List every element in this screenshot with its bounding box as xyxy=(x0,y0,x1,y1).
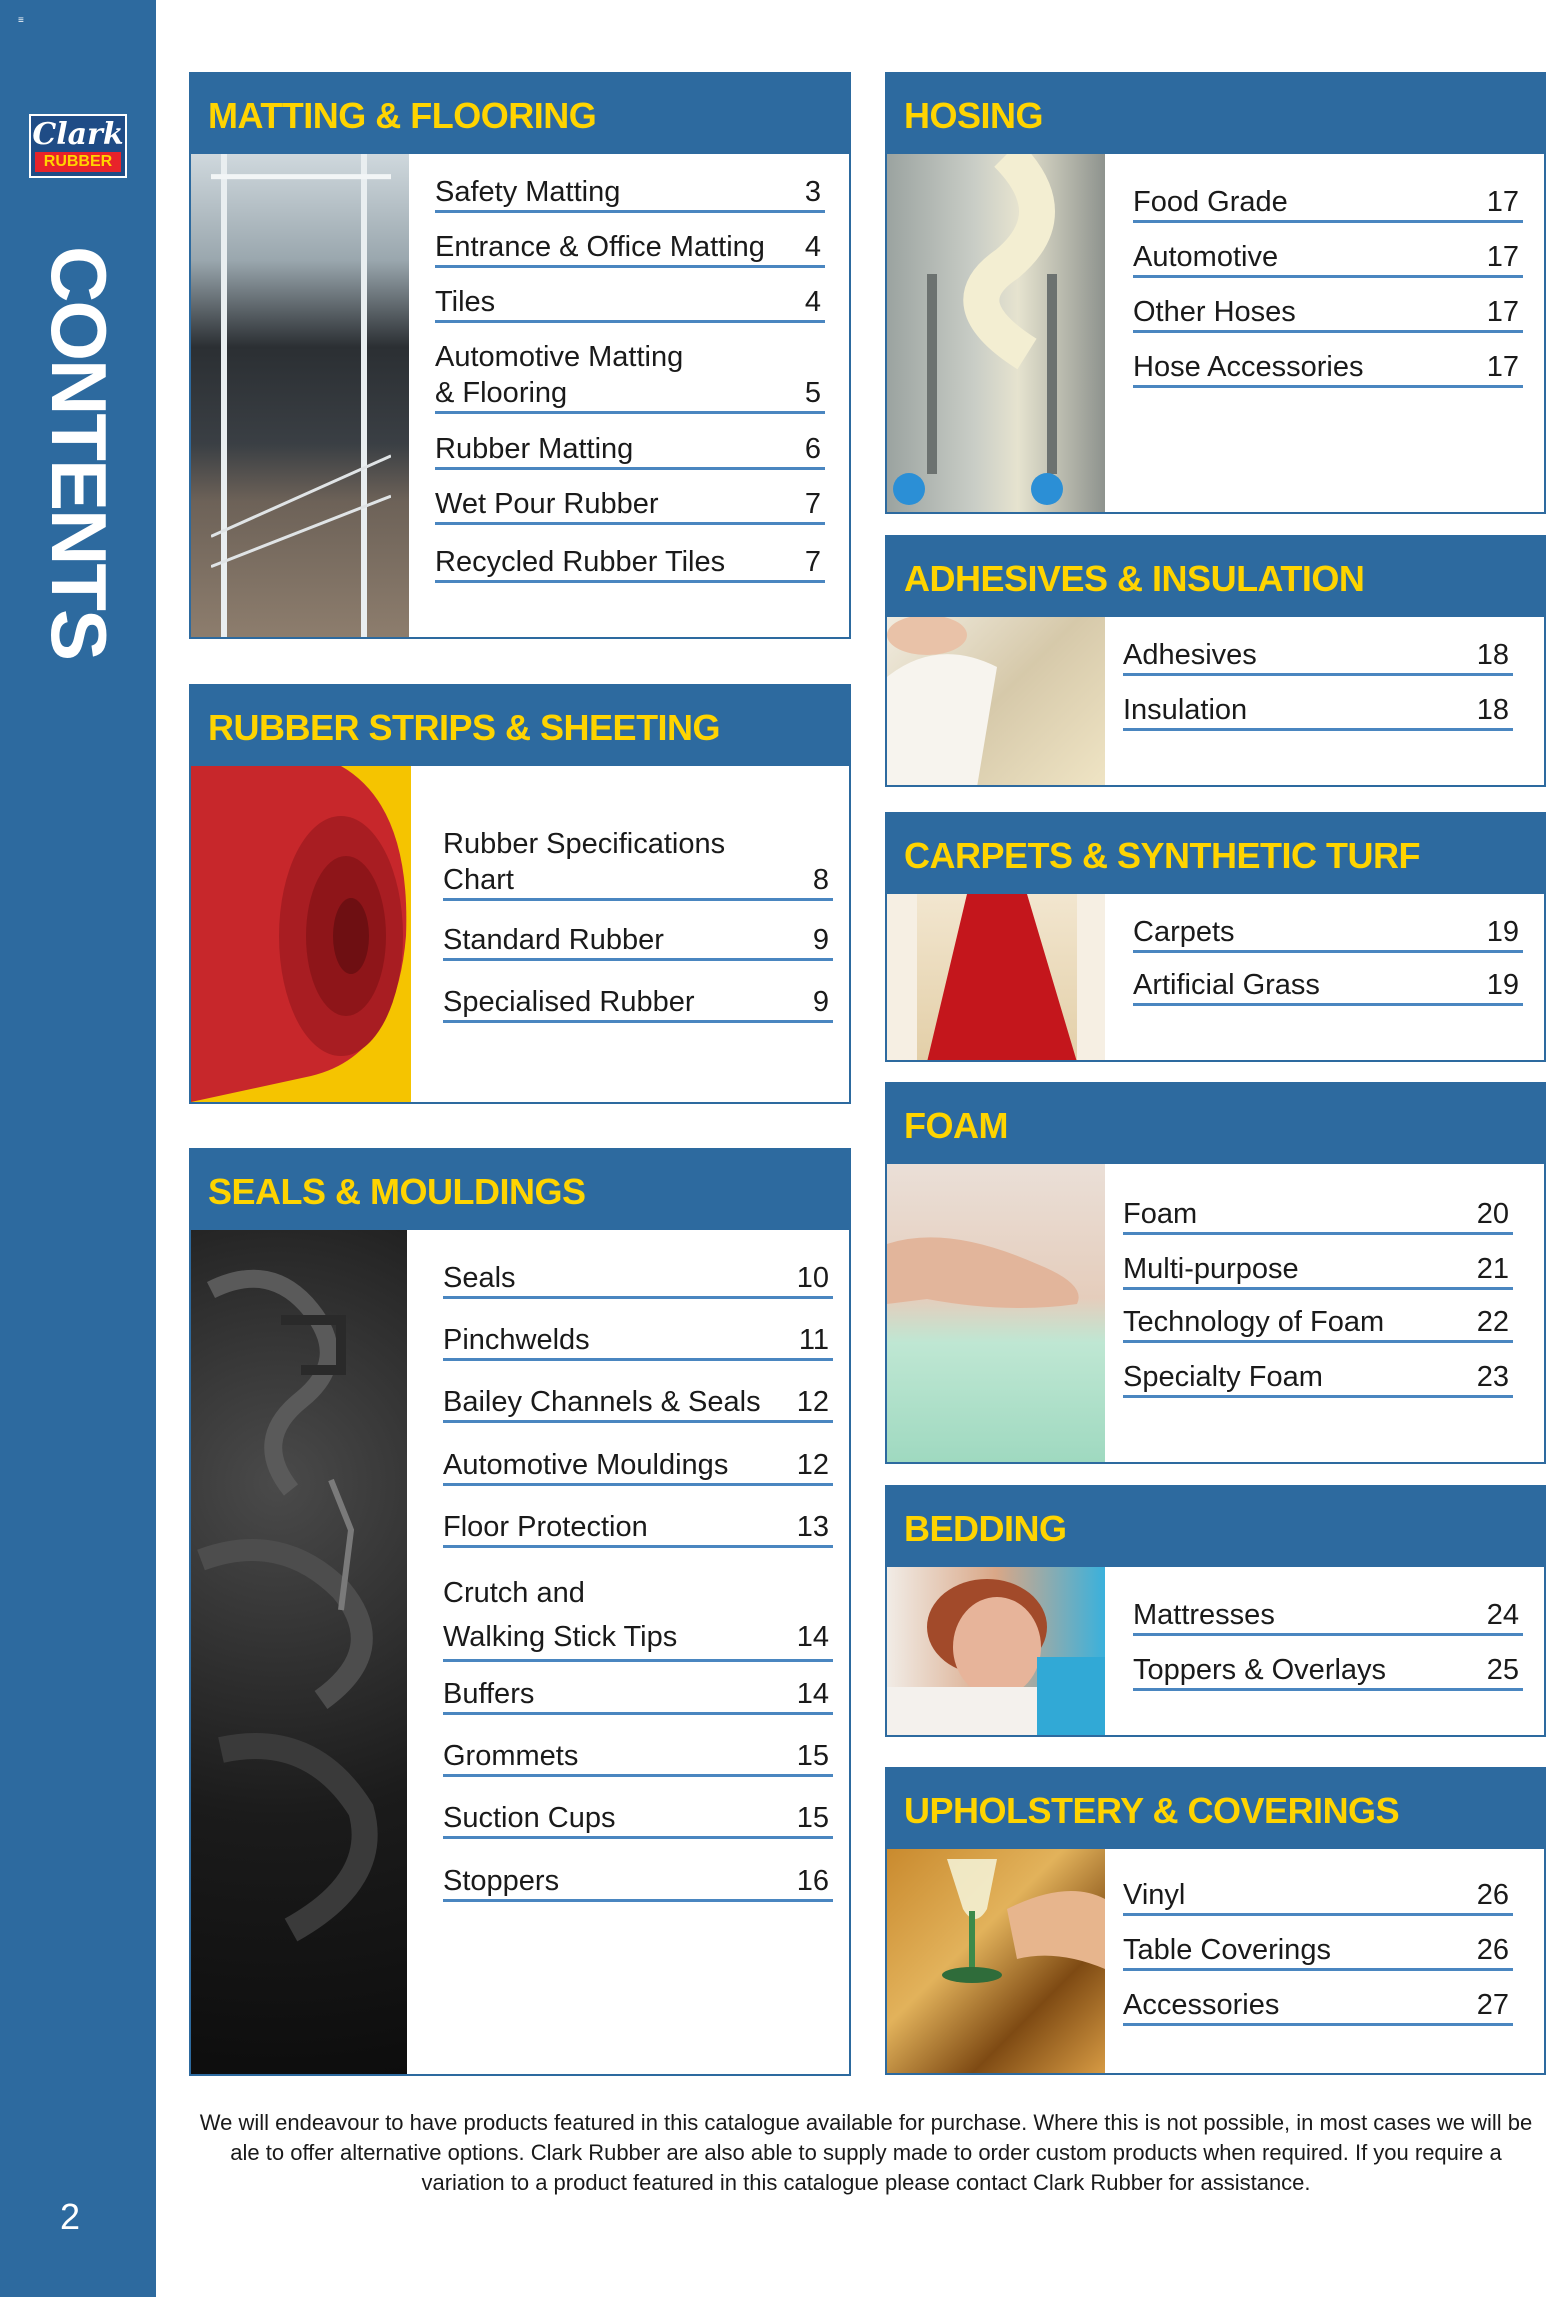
item-label: Seals xyxy=(443,1262,516,1294)
item-label: Mattresses xyxy=(1133,1599,1275,1631)
adhesive-tape-graphic xyxy=(887,617,1105,785)
list-item[interactable] xyxy=(435,284,825,323)
item-label: Specialty Foam xyxy=(1123,1361,1323,1393)
section-matting-flooring xyxy=(189,72,851,639)
item-page: 16 xyxy=(796,1865,829,1897)
section-hosing xyxy=(885,72,1546,514)
list-item[interactable] xyxy=(435,174,825,213)
list-item[interactable] xyxy=(443,1260,833,1299)
list-item[interactable] xyxy=(1123,692,1513,731)
item-page: 17 xyxy=(1486,186,1519,218)
list-item[interactable] xyxy=(1123,1987,1513,2026)
item-page: 10 xyxy=(796,1262,829,1294)
list-item[interactable] xyxy=(1123,637,1513,676)
list-item[interactable] xyxy=(443,1676,833,1715)
item-label: Specialised Rubber xyxy=(443,986,695,1018)
item-page: 15 xyxy=(796,1802,829,1834)
item-label: Stoppers xyxy=(443,1865,560,1897)
list-item[interactable] xyxy=(1133,294,1523,333)
item-page: 7 xyxy=(804,488,821,520)
contents-title: CONTENTS xyxy=(35,246,123,659)
section-header xyxy=(887,814,1544,894)
list-item[interactable] xyxy=(1133,239,1523,278)
section-header xyxy=(191,1150,849,1230)
menu-marker-icon: ≡ xyxy=(18,15,24,26)
clark-rubber-logo xyxy=(29,114,127,178)
list-item[interactable] xyxy=(1123,1304,1513,1343)
item-page: 5 xyxy=(804,377,821,409)
list-item[interactable] xyxy=(1133,967,1523,1006)
item-label: Foam xyxy=(1123,1198,1198,1230)
list-item[interactable] xyxy=(435,486,825,525)
item-label: Adhesives xyxy=(1123,639,1257,671)
matting-photo xyxy=(191,154,409,637)
item-page: 26 xyxy=(1476,1934,1509,1966)
item-page: 6 xyxy=(804,433,821,465)
list-item[interactable] xyxy=(435,339,825,414)
section-upholstery-coverings xyxy=(885,1767,1546,2075)
page-number: 2 xyxy=(60,2196,81,2237)
list-item[interactable] xyxy=(443,984,833,1023)
item-page: 22 xyxy=(1476,1306,1509,1338)
item-page: 18 xyxy=(1476,639,1509,671)
section-list xyxy=(1123,637,1513,777)
seal-profiles-graphic xyxy=(191,1230,407,2074)
item-label: Automotive xyxy=(1133,241,1279,273)
item-page: 14 xyxy=(796,1678,829,1710)
section-list xyxy=(443,826,833,1086)
list-item[interactable] xyxy=(443,1509,833,1548)
item-label: Vinyl xyxy=(1123,1879,1186,1911)
list-item[interactable] xyxy=(443,1863,833,1902)
section-foam xyxy=(885,1082,1546,1464)
item-label: Automotive Matting & Flooring xyxy=(435,341,684,409)
item-page: 17 xyxy=(1486,351,1519,383)
section-header xyxy=(887,1769,1544,1849)
item-page: 21 xyxy=(1476,1253,1509,1285)
item-label: Artificial Grass xyxy=(1133,969,1320,1001)
sleeping-woman-graphic xyxy=(887,1567,1105,1735)
section-carpets-turf xyxy=(885,812,1546,1062)
item-page: 24 xyxy=(1486,1599,1519,1631)
hosing-photo xyxy=(887,154,1105,512)
upholstery-photo xyxy=(887,1849,1105,2073)
item-label: Grommets xyxy=(443,1740,579,1772)
section-title: BEDDING xyxy=(904,1508,1067,1549)
item-page: 26 xyxy=(1476,1879,1509,1911)
item-page: 7 xyxy=(804,546,821,578)
bedding-photo xyxy=(887,1567,1105,1735)
section-title: RUBBER STRIPS & SHEETING xyxy=(208,707,721,748)
list-item[interactable] xyxy=(1133,349,1523,388)
item-label: Suction Cups xyxy=(443,1802,616,1834)
list-item[interactable] xyxy=(1123,1932,1513,1971)
list-item[interactable] xyxy=(435,544,825,583)
item-page: 4 xyxy=(804,231,821,263)
list-item[interactable] xyxy=(443,826,833,901)
logo-rubber-text: RUBBER xyxy=(35,152,121,172)
list-item[interactable] xyxy=(1123,1251,1513,1290)
section-header xyxy=(887,1487,1544,1567)
item-page: 17 xyxy=(1486,241,1519,273)
item-page: 8 xyxy=(812,864,829,896)
item-label: Bailey Channels & Seals xyxy=(443,1386,761,1418)
hose-machine-graphic xyxy=(887,154,1105,512)
list-item[interactable] xyxy=(443,922,833,961)
rubber-roll-graphic xyxy=(191,766,411,1102)
item-page: 13 xyxy=(796,1511,829,1543)
section-title: SEALS & MOULDINGS xyxy=(208,1171,586,1212)
railing-graphic xyxy=(211,154,391,637)
item-page: 14 xyxy=(796,1621,829,1653)
item-label: Accessories xyxy=(1123,1989,1280,2021)
item-label: Entrance & Office Matting xyxy=(435,231,765,263)
item-label: Rubber Specifications Chart xyxy=(443,828,726,896)
list-item[interactable] xyxy=(1133,1652,1523,1691)
section-list xyxy=(443,1260,833,2060)
list-item[interactable] xyxy=(1133,184,1523,223)
item-page: 15 xyxy=(796,1740,829,1772)
list-item[interactable] xyxy=(1123,1196,1513,1235)
item-page: 27 xyxy=(1476,1989,1509,2021)
list-item[interactable] xyxy=(443,1571,833,1662)
item-label: Toppers & Overlays xyxy=(1133,1654,1387,1686)
list-item[interactable] xyxy=(443,1384,833,1423)
section-header xyxy=(191,686,849,766)
list-item[interactable] xyxy=(443,1738,833,1777)
item-page: 9 xyxy=(812,924,829,956)
item-label: Other Hoses xyxy=(1133,296,1296,328)
item-label: Pinchwelds xyxy=(443,1324,590,1356)
item-page: 12 xyxy=(796,1449,829,1481)
section-title: CARPETS & SYNTHETIC TURF xyxy=(904,835,1421,876)
list-item[interactable] xyxy=(1133,914,1523,953)
list-item[interactable] xyxy=(435,229,825,268)
section-adhesives-insulation xyxy=(885,535,1546,787)
item-page: 12 xyxy=(796,1386,829,1418)
section-title: FOAM xyxy=(904,1105,1008,1146)
item-page: 4 xyxy=(804,286,821,318)
section-list xyxy=(1123,1877,1513,2057)
seals-photo xyxy=(191,1230,407,2074)
section-header xyxy=(887,537,1544,617)
item-label: Table Coverings xyxy=(1123,1934,1331,1966)
item-page: 19 xyxy=(1486,969,1519,1001)
item-label: Insulation xyxy=(1123,694,1248,726)
item-page: 25 xyxy=(1486,1654,1519,1686)
item-label: Rubber Matting xyxy=(435,433,634,465)
section-title: UPHOLSTERY & COVERINGS xyxy=(904,1790,1400,1831)
item-label: Standard Rubber xyxy=(443,924,664,956)
item-label: Multi-purpose xyxy=(1123,1253,1299,1285)
item-page: 19 xyxy=(1486,916,1519,948)
item-label: Food Grade xyxy=(1133,186,1288,218)
list-item[interactable] xyxy=(435,431,825,470)
section-list xyxy=(1133,914,1523,1044)
item-page: 3 xyxy=(804,176,821,208)
item-page: 9 xyxy=(812,986,829,1018)
foam-photo xyxy=(887,1164,1105,1462)
section-title: ADHESIVES & INSULATION xyxy=(904,558,1365,599)
item-label: Recycled Rubber Tiles xyxy=(435,546,726,578)
list-item[interactable] xyxy=(1123,1359,1513,1398)
item-label: Floor Protection xyxy=(443,1511,648,1543)
item-label: Tiles xyxy=(435,286,496,318)
sidebar xyxy=(0,0,156,2297)
item-label: Automotive Mouldings xyxy=(443,1449,729,1481)
wine-glass-graphic xyxy=(887,1849,1105,2073)
section-rubber-strips xyxy=(189,684,851,1104)
section-list xyxy=(1123,1196,1513,1436)
section-header xyxy=(887,1084,1544,1164)
section-bedding xyxy=(885,1485,1546,1737)
item-label: Safety Matting xyxy=(435,176,621,208)
item-page: 17 xyxy=(1486,296,1519,328)
item-label: Carpets xyxy=(1133,916,1235,948)
item-page: 20 xyxy=(1476,1198,1509,1230)
section-header xyxy=(191,74,849,154)
adhesives-photo xyxy=(887,617,1105,785)
section-list xyxy=(435,174,825,624)
section-list xyxy=(1133,184,1523,424)
item-page: 11 xyxy=(798,1324,829,1356)
red-carpet-graphic xyxy=(887,894,1105,1060)
item-page: 23 xyxy=(1476,1361,1509,1393)
carpets-photo xyxy=(887,894,1105,1060)
rubber-roll-photo xyxy=(191,766,411,1102)
item-label: Buffers xyxy=(443,1678,535,1710)
item-label: Wet Pour Rubber xyxy=(435,488,659,520)
section-header xyxy=(887,74,1544,154)
section-seals-mouldings xyxy=(189,1148,851,2076)
list-item[interactable] xyxy=(1133,1597,1523,1636)
item-label: Crutch and Walking Stick Tips xyxy=(443,1577,678,1653)
item-label: Hose Accessories xyxy=(1133,351,1364,383)
item-label: Technology of Foam xyxy=(1123,1306,1385,1338)
section-title: HOSING xyxy=(904,95,1044,136)
list-item[interactable] xyxy=(443,1800,833,1839)
hand-on-foam-graphic xyxy=(887,1164,1105,1462)
list-item[interactable] xyxy=(443,1447,833,1486)
section-title: MATTING & FLOORING xyxy=(208,95,597,136)
list-item[interactable] xyxy=(443,1322,833,1361)
list-item[interactable] xyxy=(1123,1877,1513,1916)
footer-disclaimer: We will endeavour to have products featured in this catalogue available for purchase. Where this is not possible, in most cases we will be ale to offer alternative options. Clark Rubber are also able to supply made to order custom products when required. If you require a variation to a product featured in this catalogue please contact Clark Rubber for assistance. xyxy=(199,2110,1533,2195)
section-list xyxy=(1133,1597,1523,1717)
item-page: 18 xyxy=(1476,694,1509,726)
logo-clark-text: Clark xyxy=(32,117,124,152)
